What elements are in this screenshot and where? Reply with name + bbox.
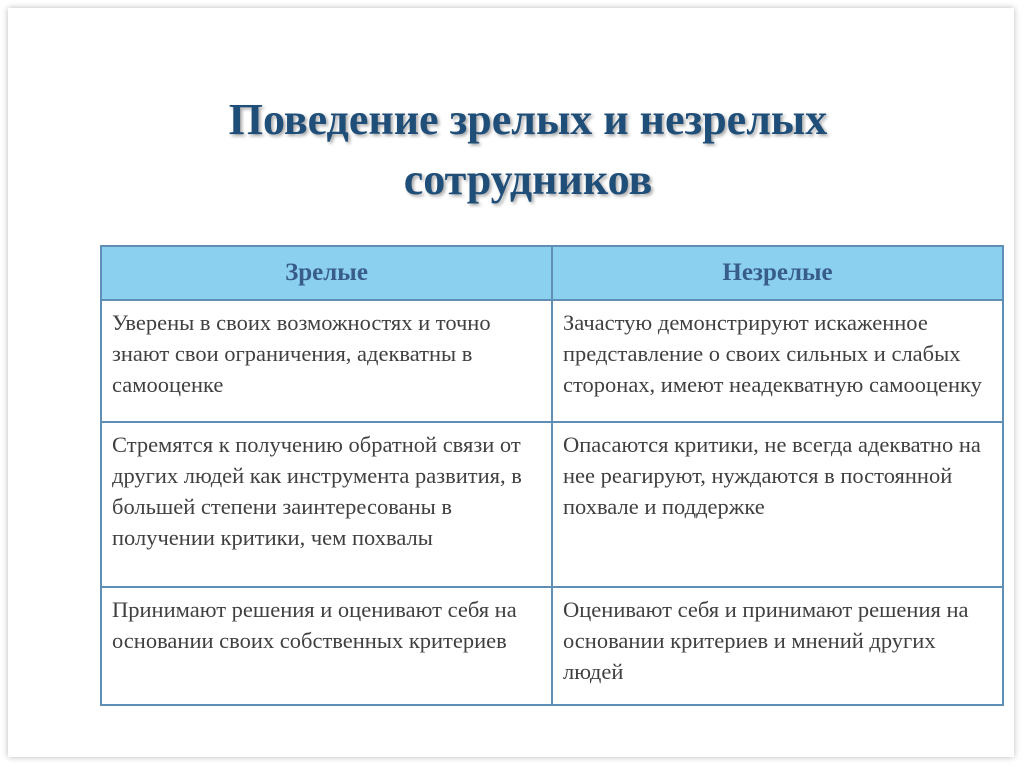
table-row (101, 422, 1003, 587)
slide-title-line-1: Поведение зрелых и незрелых (228, 95, 828, 144)
cell-mature: Принимают решения и оценивают себя на основании своих собственных критериев (101, 587, 552, 705)
cell-immature: Оценивают себя и принимают решения на основании критериев и мнений других людей (552, 587, 1003, 705)
cell-immature: Опасаются критики, не всегда адекватно на нее реагируют, нуждаются в постоянной похвале и поддержке (552, 422, 1003, 587)
comparison-table (100, 245, 1004, 706)
slide (8, 8, 1014, 757)
cell-immature: Зачастую демонстрируют искаженное представление о своих сильных и слабых сторонах, имеют неадекватную самооценку (552, 300, 1003, 422)
header-immature: Незрелые (552, 246, 1003, 300)
cell-mature: Уверены в своих возможностях и точно знают свои ограничения, адекватны в самооценке (101, 300, 552, 422)
slide-title (8, 90, 1024, 210)
header-mature: Зрелые (101, 246, 552, 300)
table-row (101, 300, 1003, 422)
slide-title-line-2: сотрудников (403, 155, 653, 204)
cell-mature: Стремятся к получению обратной связи от других людей как инструмента развития, в большей степени заинтересованы в получении критики, чем похвалы (101, 422, 552, 587)
table-row (101, 587, 1003, 705)
table-header-row (101, 246, 1003, 300)
